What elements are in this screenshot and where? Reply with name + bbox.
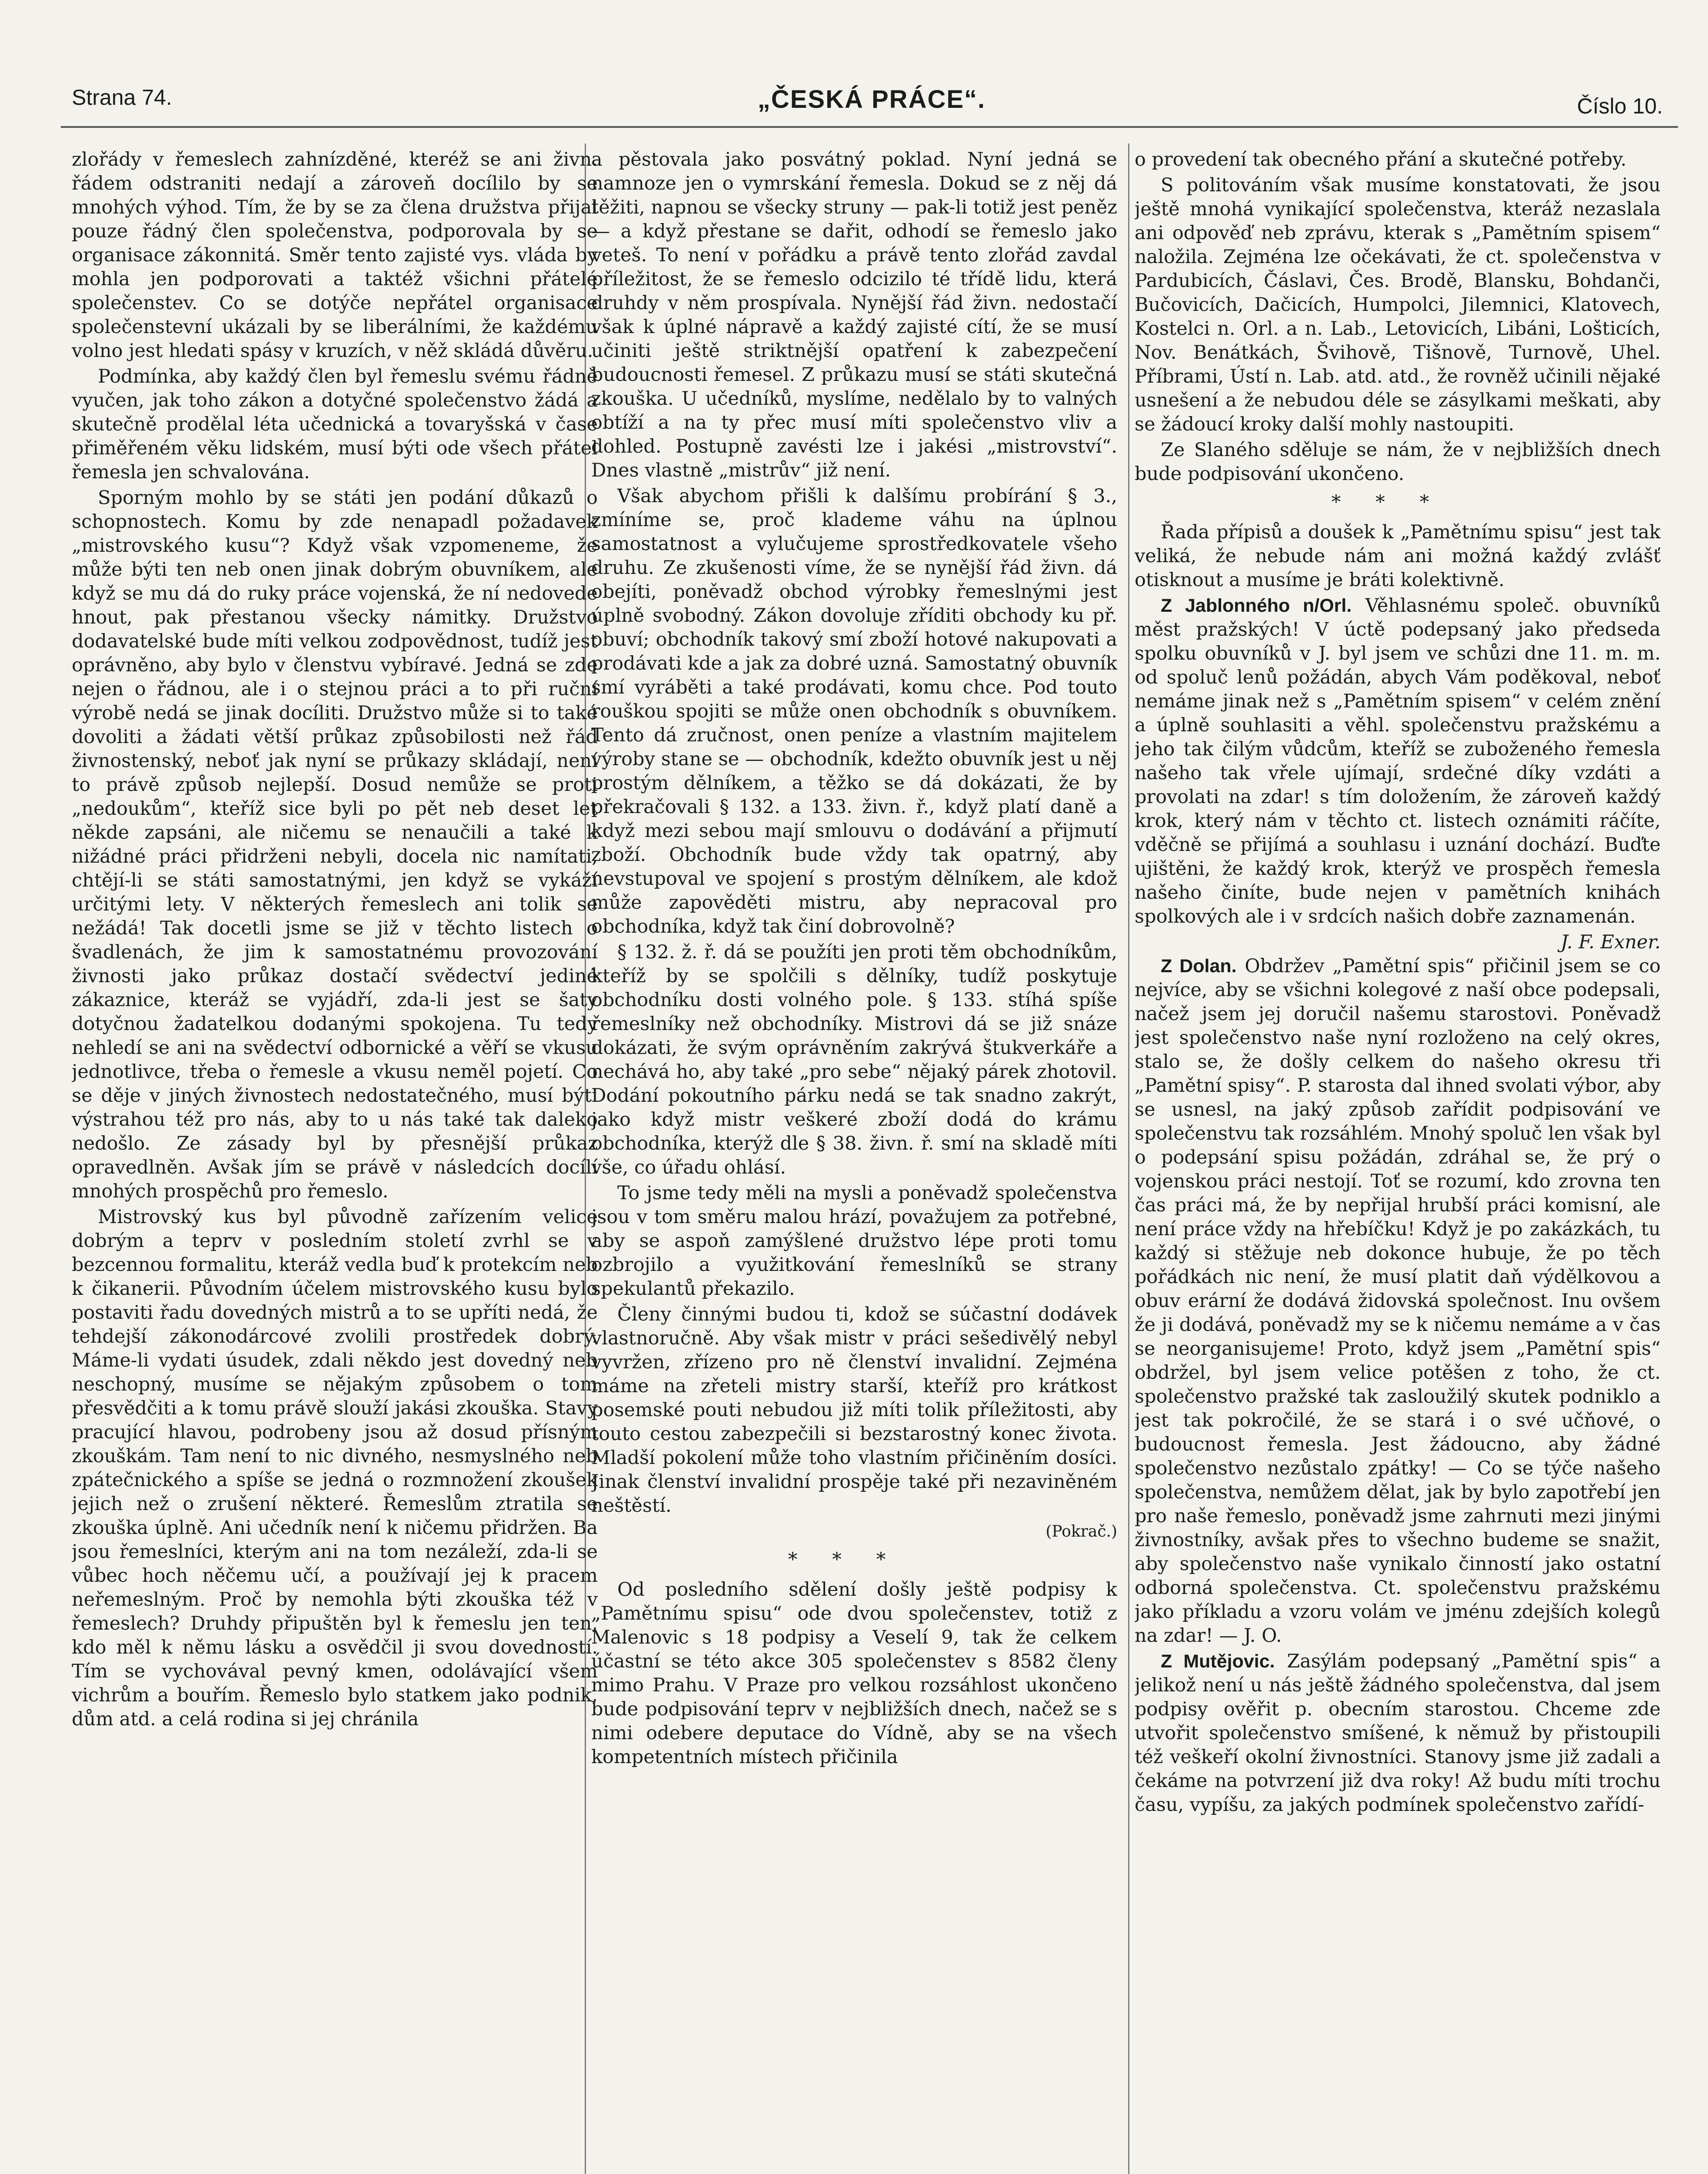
letter-jablonne [1135,594,1661,929]
column-1 [72,148,598,2174]
newspaper-title: „ČESKÁ PRÁCE“. [757,85,986,113]
paragraph: Ze Slaného sděluje se nám, že v nejbližších dnech bude podpisování ukončeno. [1135,439,1661,485]
paragraph: Mistrovský kus byl původně zařízením velice dobrým a teprv v posledním století zvrhl se v bezcennou formalitu, kteráž vedla buď k protekcím neb k čikanerii. Původním účelem mistrovského kusu bylo postaviti řadu dovedných mistrů a to se upříti nedá, že tehdejší zákonodárcové zvolili prostředek dobrý. Máme-li vydati úsudek, zdali někdo jest dovedný neb neschopný, musíme se nějakým způsobem o tom přesvědčiti a k tomu právě slouží jakási zkouška. Stavy pracující hlavou, podrobeny jsou až dosud přísným zkouškám. Tam není to nic divného, nesmyslného neb zpátečnického a spíše se jedná o rozmnožení zkoušek jejich než o zrušení některé. Řemeslům ztratila se zkouška úplně. Ani učedník není k ničemu přidržen. Ba jsou řemeslníci, kterým ani na tom nezáleží, zda-li se vůbec hoch něčemu učí, a používají jej k pracem neřemeslným. Proč by nemohla býti zkouška též v řemeslech? Druhdy připuštěn byl k řemeslu jen ten, kdo měl k němu lásku a osvědčil ji svou dovedností. Tím se vychovával pevný kmen, odolávající všem vichrům a bouřím. Řemeslo bylo statkem jako podnik, dům atd. a celá rodina si jej chránila [72,1206,598,1730]
letter-body: Zasýlám podepsaný „Pamětní spis“ a jelikož není u nás ještě žádného společenstva, dal jsem podpisy ověřit p. obecním starostou. Chceme zde utvořit společenstvo smíšené, k němuž by přistoupili též veškeří okolní živnostníci. Stanovy jsme již zadali a čekáme na potvrzení již dva roky! Až budu míti trochu času, vypíšu, za jakých podmínek společenstvo zařídí- [1135,1651,1661,1816]
page-header [72,85,1671,124]
paragraph: Však abychom přišli k dalšímu probírání § 3., zmíníme se, proč klademe váhu na úplnou samostatnost a vylučujeme sprostředkovatele všeho druhu. Ze zkušenosti víme, že se nynější řád živn. dá obejíti, poněvadž obchod výrobky řemeslnými jest úplně svobodný. Zákon dovoluje zříditi obchody ku př. obuví; obchodník takový smí zboží hotové nakupovati a prodávati kde a jak za dobré uzná. Samostatný obuvník smí vyráběti a také prodávati, komu chce. Pod touto rouškou spojiti se může onen obchodník s obuvníkem. Tento dá zručnost, onen peníze a vlastním majitelem výroby stane se — obchodník, kdežto obuvník jest u něj prostým dělníkem, a těžko se dá dokázati, že by překračovali § 132. a 133. živn. ř., když platí daně a když mezi sebou mají smlouvu o dodávání a přijmutí zboží. Obchodník bude vždy tak opatrný, aby nevstupoval ve spojení s prostým dělníkem, ale kdož může zapověděti mistru, aby nepracoval pro obchodníka, když tak činí dobrovolně? [591,485,1117,937]
letter-heading: Z Jablonného n/Orl. [1161,595,1352,616]
paragraph: § 132. ž. ř. dá se použíti jen proti těm obchodníkům, kteříž by se spolčili s dělníky, tudíž poskytuje obchodníku dosti volného pole. § 133. stíhá spíše řemeslníky než obchodníky. Mistrovi dá se již snáze dokázati, že svým oprávněním zakrývá štukverkáře a nechává ho, aby také „pro sebe“ nějaký párek zhotovil. Dodání pokoutního párku nedá se tak snadno zakrýt, jako když mistr veškeré zboží dodá do krámu obchodníka, kterýž dle § 38. živn. ř. smí na skladě míti vše, co úřadu ohlásí. [591,941,1117,1178]
column-divider [1128,143,1129,2174]
paragraph: Sporným mohlo by se státi jen podání důkazů o schopnostech. Komu by zde nenapadl požadavek „mistrovského kusu“? Když však vzpomeneme, že může býti ten neb onen jinak dobrým obuvníkem, ale když se mu dá do ruky práce vojenská, že ní nedovede hnout, pak přestanou všecky námitky. Družstvo dodavatelské bude míti velkou zodpovědnost, tudíž jest oprávněno, aby bylo v členstvu vybíravé. Jedná se zde nejen o řádnou, ale i o stejnou práci a to při ruční výrobě nedá se jinak docíliti. Družstvo může si to také dovoliti a žádati větší průkaz způsobilosti než řád živnostenský, neboť jak nyní se průkazy skládají, není to právě způsob nejlepší. Dosud nemůže se proti „nedoukům“, kteříž sice byli po pět neb deset let někde zapsáni, ale ničemu se nenaučili a také k nižádné práci přidrženi nebyli, docela nic namítati, chtějí-li se státi samostatnými, jen když se vykáží určitými lety. V některých řemeslech ani tolik se nežádá! Tak docetli jsme se již v těchto listech o švadlenách, že jim k samostatnému provozování živnosti jako průkaz dostačí svědectví jediné zákaznice, kteráž se vyjádří, zda-li jest se šaty dotyčnou žadatelkou dodanými spokojena. Tu tedy nehledí se ani na svědectví odbornické a věří se vkusu jednotlivce, třeba o řemesle a vkusu neměl pojetí. Co se děje v jiných živnostech nedostatečného, musí býti výstrahou též pro nás, aby to u nás také tak daleko nedošlo. Ze zásady byl by přesnější průkaz opravedlněn. Avšak jím se právě v následcích docílí mnohých prospěchů pro řemeslo. [72,487,598,1202]
paragraph: zlořády v řemeslech zahnízděné, kteréž se ani živn. řádem odstraniti nedají a zároveň docílilo by se mnohých výhod. Tím, že by se za člena družstva přijal pouze řádný člen společenstva, podporovala by se organisace zákonnitá. Směr tento zajisté vys. vláda by mohla jen podporovati a taktéž všichni přátelé společenstev. Co se dotýče nepřátel organisace společenstevní ukázali by se liberálními, že každému volno jest hledati spásy v kruzích, v něž skládá důvěru. [72,149,598,362]
column-2 [591,148,1117,2174]
issue-number: Číslo 10. [1577,94,1663,118]
letter-body: Věhlasnému společ. obuvníků měst pražských! V úctě podepsaný jako předseda spolku obuvníků v J. byl jsem ve schůzi dne 11. m. m. od spoluč lenů požádán, abych Vám poděkoval, neboť nemáme jinak než s „Pamětním spisem“ v celém znění a úplně souhlasiti a věhl. společenstvu pražskému a jeho tak čilým vůdcům, kteříž se zuboženého řemesla našeho tak vřele ujímají, srdečné díky vzdáti a provolati na zdar! s tím doložením, že zároveň každý krok, který nám v těchto ct. listech oznámiti ráčíte, vděčně se přijímá a souhlasu i uznání dochází. Buďte ujištěni, že každý krok, kterýž ve prospěch řemesla našeho činíte, bude nejen v pamětních knihách spolkových ale i v srdcích našich dobře zaznamenán. [1135,595,1661,927]
paragraph: To jsme tedy měli na mysli a poněvadž společenstva jsou v tom směru malou hrází, považujem za potřebné, aby se aspoň zamýšlené družstvo lépe proti tomu ozbrojilo a využitkování řemeslníků se strany spekulantů překazilo. [591,1182,1117,1300]
header-rule [61,126,1678,128]
paragraph: a pěstovala jako posvátný poklad. Nyní jedná se namnoze jen o vymrskání řemesla. Dokud se z něj dá těžiti, napnou se všecky struny — pak-li totiž jest peněz — a když přestane se dařit, odhodí se řemeslo jako veteš. To není v pořádku a právě tento zlořád zavdal příležitost, že se řemeslo odcizilo té třídě lidu, která druhdy v něm prospívala. Nynější řád živn. nedostačí však k úplné nápravě a každý zajisté cítí, že se musí učiniti ještě striktnější opatření k zabezpečení budoucnosti řemesel. Z průkazu musí se státi skutečná zkouška. U učedníků, myslíme, nedělalo by to valných obtíží a na ty přec musí míti společenstvo vliv a dohled. Postupně zavésti lze i jakési „mistrovství“. Dnes vlastně „mistrův“ již není. [591,149,1117,481]
column-3 [1135,148,1661,2174]
section-separator: *** [1331,491,1464,513]
page-number: Strana 74. [72,85,172,110]
letter-body: Obdržev „Pamětní spis“ přičinil jsem se co nejvíce, aby se všichni kolegové z naší obce podepsali, načež jsem jej doručil našemu starostovi. Poněvadž jest společenstvo naše nyní rozloženo na celý okres, stalo se, že došly celkem do našeho okresu tři „Pamětní spisy“. P. starosta dal ihned svolati výbor, aby se usnesl, na jaký způsob zařídit podpisování ve společenstvu tak rozsáhlém. Mnohý spoluč len však byl o podepsání spisu požádán, zdráhal se, že prý o vojenskou práci nestojí. Toť se rozumí, kdo zrovna ten čas práci má, že by nepřijal hrubší práci komisní, ale není práce vždy na hřebíčku! Když je po zakázkách, tu každý si stěžuje neb dokonce hubuje, že po těch pořádkách nic není, že musí platit daň výdělkovou a obuv erární že dodává židovská společnost. Inu ovšem že ji dodává, poněvadž my se k ničemu nemáme a v čas se neorganisujeme! Proto, když jsem „Pamětní spis“ obdržel, byl jsem velice potěšen z toho, že ct. společenstvo pražské tak zasloužilý skutek podniklo a jest tak pokročilé, že se stará i o své učňové, o budoucnost řemesla. Jest žádoucno, aby žádné společenstvo nezůstalo zpátky! — Co se týče našeho společenstva, nemůžem dělat, jak by bylo zapotřebí jen pro naše řemeslo, poněvadž jsme zahrnuti mezi jinými živnostníky, avšak přes to všechno budeme se snažit, aby společenstvo naše vynikalo činností jako ostatní odborná společenstva. Ct. společenstvu pražskému jako příkladu a vzoru volám ve jménu zdejších kolegů na zdar! — J. O. [1135,955,1661,1647]
paragraph: Od posledního sdělení došly ještě podpisy k „Pamětnímu spisu“ ode dvou společenstev, totiž z Malenovic s 18 podpisy a Veselí 9, tak že celkem účastní se této akce 305 společenstev s 8582 členy mimo Prahu. V Praze pro velkou rozsáhlost ukončeno bude podpisování teprv v nejbližších dnech, načež se s nimi odebere deputace do Vídně, aby se na všech kompetentních místech přičinila [591,1579,1117,1768]
paragraph: S politováním však musíme konstatovati, že jsou ještě mnohá vynikající společenstva, kteráž nezaslala ani odpověď neb zprávu, kterak s „Pamětním spisem“ naložila. Zejména lze očekávati, že ct. společenstva v Pardubicích, Čáslavi, Čes. Brodě, Blansku, Bohdanči, Bučovicích, Dačicích, Humpolci, Jilemnici, Klatovech, Kostelci n. Orl. a n. Lab., Letovicích, Libáni, Lošticích, Nov. Benátkách, Švihově, Tišnově, Turnově, Uhel. Příbrami, Ústí n. Lab. atd. atd., že rovněž učinili nějaké usnešení a že nebudou déle se zásylkami meškati, aby se žádoucí kroky další mohly nastoupiti. [1135,174,1661,435]
paragraph: Členy činnými budou ti, kdož se súčastní dodávek vlastnoručně. Aby však mistr v práci sešedivělý nebyl vyvržen, zřízeno pro ně členství invalidní. Zejména máme na zřeteli mistry starší, kteříž pro krátkost posemské pouti nebudou již míti tolik příležitosti, aby touto cestou zabezpečili si bezstarostný konec života. Mladší pokolení může toho vlastním přičiněním dosíci. Jinak členství invalidní prospěje také při nezaviněném neštěstí. [591,1304,1117,1517]
paragraph: Řada přípisů a doušek k „Pamětnímu spisu“ jest tak veliká, že nebude nám ani možná každý zvlášť otisknout a musíme je bráti kolektivně. [1135,521,1661,591]
paragraph: o provedení tak obecného přání a skutečné potřeby. [1135,149,1627,170]
section-separator: *** [788,1549,921,1570]
letter-mutejovice [1135,1650,1661,1817]
paragraph: Podmínka, aby každý člen byl řemeslu svému řádně vyučen, jak toho zákon a dotyčné společenstvo žádá a skutečně prodělal léta učednická a tovaryšská v čase přiměřeném věku lidském, musí býti ode všech přátel řemesla jen schvalována. [72,366,598,483]
letter-heading: Z Mutějovic. [1161,1651,1275,1672]
signature: J. F. Exner. [1561,931,1661,953]
letter-dolan [1135,954,1661,1648]
continued-note: (Pokrač.) [1045,1523,1117,1540]
letter-heading: Z Dolan. [1161,956,1237,977]
